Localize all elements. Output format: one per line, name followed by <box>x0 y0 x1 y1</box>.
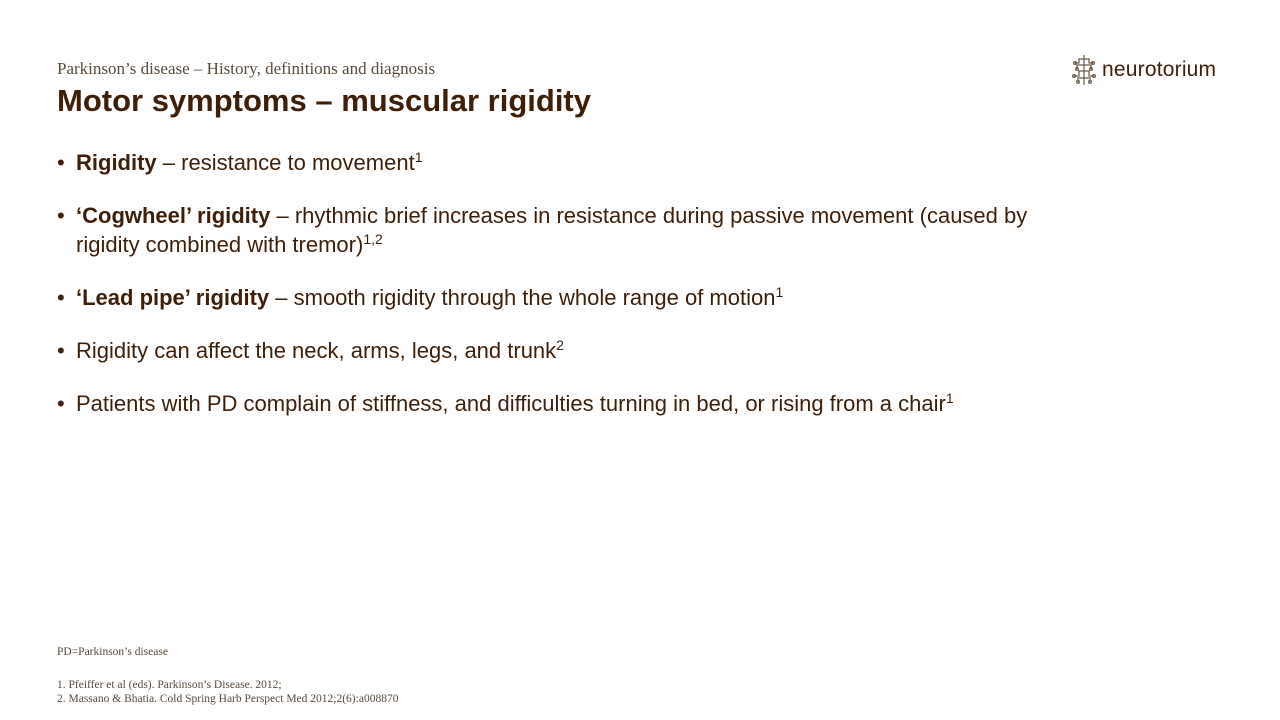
bullet-item <box>57 201 1057 259</box>
bullet-term: ‘Lead pipe’ rigidity <box>76 285 270 310</box>
bullet-item <box>57 283 1057 312</box>
abbreviation-footnote: PD=Parkinson’s disease <box>57 646 168 658</box>
reference-marker: 1 <box>945 390 954 406</box>
bullet-text: Patients with PD complain of stiffness, and difficulties turning in bed, or rising from a chair <box>76 391 946 416</box>
reference-item: 2. Massano & Bhatia. Cold Spring Harb Perspect Med 2012;2(6):a008870 <box>57 693 399 705</box>
reference-marker: 2 <box>556 337 564 353</box>
reference-marker: 1,2 <box>363 231 383 247</box>
logo-text: neurotorium <box>1102 58 1217 81</box>
bullet-text: – rhythmic brief increases in resistance during passive movement (caused by rigidity combined with tremor) <box>76 203 1028 257</box>
reference-item: 1. Pfeiffer et al (eds). Parkinson’s Disease. 2012; <box>57 679 282 691</box>
slide-title: Motor symptoms – muscular rigidity <box>57 83 591 118</box>
bullet-text: Rigidity can affect the neck, arms, legs, and trunk <box>76 338 557 363</box>
bullet-list <box>57 148 1057 442</box>
bullet-item <box>57 389 1057 418</box>
bullet-text: – resistance to movement <box>156 150 415 175</box>
neurotorium-logo <box>1071 54 1216 86</box>
bullet-text: – smooth rigidity through the whole range of motion <box>269 285 776 310</box>
section-subtitle: Parkinson’s disease – History, definitions and diagnosis <box>57 59 436 78</box>
bullet-term: ‘Cogwheel’ rigidity <box>76 203 271 228</box>
reference-marker: 1 <box>775 284 784 300</box>
bullet-item <box>57 336 1057 365</box>
neurotorium-brain-icon <box>1071 54 1097 86</box>
bullet-term: Rigidity <box>76 150 157 175</box>
reference-marker: 1 <box>414 149 423 165</box>
bullet-item <box>57 148 1057 177</box>
references <box>57 678 398 706</box>
